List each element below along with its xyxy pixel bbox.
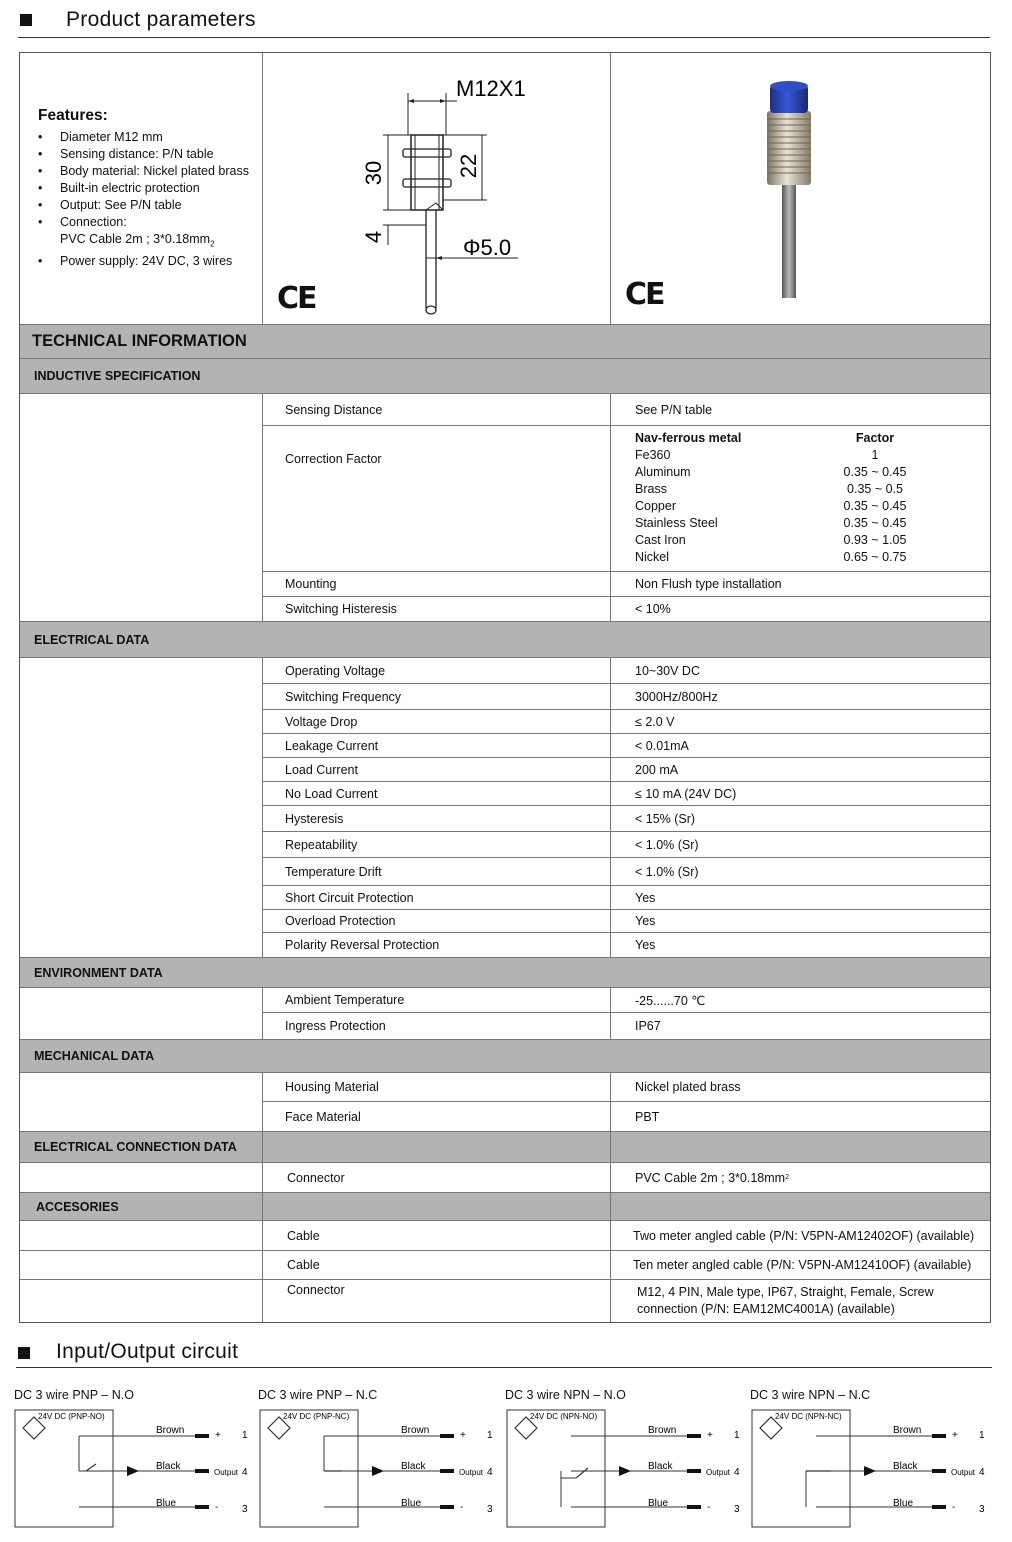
spec-value <box>611 1163 990 1192</box>
cf-metal: Cast Iron <box>635 533 686 547</box>
circuit-title: DC 3 wire PNP – N.O <box>14 1388 134 1402</box>
spec-key: Short Circuit Protection <box>263 886 611 909</box>
minus-label: - <box>460 1502 464 1513</box>
blue-terminal <box>687 1505 701 1509</box>
spec-row <box>263 1102 990 1131</box>
mechanical-data-group <box>20 1073 990 1132</box>
brown-terminal <box>440 1434 454 1438</box>
feature-item: • Diameter M12 mm <box>38 129 249 146</box>
pin-3-label: 3 <box>979 1504 985 1515</box>
feature-item: • Sensing distance: P/N table <box>38 146 249 163</box>
spec-key: Operating Voltage <box>263 658 611 683</box>
environment-data-group <box>20 988 990 1040</box>
circuit-title: DC 3 wire PNP – N.C <box>258 1388 378 1402</box>
section-title: Input/Output circuit <box>56 1340 239 1363</box>
spec-row <box>263 1163 990 1192</box>
output-arrow-icon <box>127 1466 139 1476</box>
dimension-drawing-cell <box>263 53 611 324</box>
spec-key: Temperature Drift <box>263 858 611 885</box>
circuit-diagram <box>506 1408 756 1530</box>
electrical-connection-group <box>20 1163 990 1193</box>
cf-factor: 0.35 ~ 0.45 <box>843 516 907 530</box>
output-label: Output <box>706 1468 731 1477</box>
spec-row <box>263 684 990 710</box>
spec-value: See P/N table <box>635 402 713 417</box>
sensor-box <box>507 1410 605 1527</box>
spec-row-correction-factor <box>263 426 990 572</box>
section-header-product-parameters <box>18 0 990 38</box>
spec-value: ≤ 2.0 V <box>635 714 675 729</box>
connection-sub: 2 <box>210 239 215 249</box>
inductive-spec-group <box>20 394 990 622</box>
product-photo-cell <box>611 53 990 324</box>
minus-label: - <box>952 1502 956 1513</box>
electrical-connection-band <box>20 1132 990 1163</box>
plus-label: + <box>707 1430 713 1441</box>
spec-value: ≤ 10 mA (24V DC) <box>635 786 737 801</box>
brown-terminal <box>687 1434 701 1438</box>
switch-contact <box>576 1468 588 1478</box>
connection-detail-text: PVC Cable 2m ; 3*0.18mm <box>60 232 211 246</box>
pin-1-label: 1 <box>734 1430 740 1441</box>
spec-key: Face Material <box>263 1102 611 1131</box>
black-label: Black <box>401 1461 426 1472</box>
sensor-box <box>15 1410 113 1527</box>
spec-value: 10~30V DC <box>635 663 700 678</box>
accessory-value <box>611 1280 990 1322</box>
cf-metal: Copper <box>635 499 676 513</box>
spec-row <box>263 933 990 957</box>
cf-factor: 0.35 ~ 0.45 <box>843 499 907 513</box>
cf-metal: Brass <box>635 482 667 496</box>
circuit-supply-label: 24V DC (NPN-NO) <box>530 1412 598 1421</box>
spec-table <box>19 52 991 1323</box>
spec-key: Sensing Distance <box>263 394 611 425</box>
electrical-data-band: ELECTRICAL DATA <box>20 622 990 658</box>
electrical-data-group <box>20 658 990 958</box>
black-terminal <box>932 1469 946 1473</box>
spec-row <box>263 572 990 597</box>
spec-row <box>263 734 990 758</box>
spec-row <box>263 710 990 734</box>
black-terminal <box>195 1469 209 1473</box>
spec-key: Leakage Current <box>263 734 611 757</box>
pin-1-label: 1 <box>242 1430 248 1441</box>
circuit-title: DC 3 wire NPN – N.C <box>750 1388 871 1402</box>
spec-value: IP67 <box>635 1019 661 1033</box>
spec-value: Nickel plated brass <box>635 1080 741 1094</box>
black-terminal <box>687 1469 701 1473</box>
cf-metal: Stainless Steel <box>635 516 718 530</box>
black-label: Black <box>893 1461 918 1472</box>
pin-4-label: 4 <box>979 1467 985 1478</box>
blue-label: Blue <box>401 1498 422 1509</box>
accessory-value-line: connection (P/N: EAM12MC4001A) (available) <box>637 1302 895 1316</box>
connector-sup: 2 <box>785 1174 789 1181</box>
pin-1-label: 1 <box>979 1430 985 1441</box>
spec-value: -25......70 ℃ <box>635 993 706 1008</box>
spec-row <box>263 988 990 1013</box>
pin-3-label: 3 <box>734 1504 740 1515</box>
spec-key: No Load Current <box>263 782 611 805</box>
spec-row <box>263 886 990 910</box>
spec-value: < 15% (Sr) <box>635 811 696 826</box>
output-arrow-icon <box>864 1466 876 1476</box>
accessory-row <box>20 1251 990 1280</box>
cf-metal: Nickel <box>635 550 670 564</box>
spec-row <box>263 910 990 933</box>
circuit-title: DC 3 wire NPN – N.O <box>505 1388 626 1402</box>
spec-key: Ambient Temperature <box>263 988 611 1012</box>
square-bullet-icon <box>18 1347 30 1359</box>
brown-label: Brown <box>893 1425 922 1436</box>
circuit-diagram <box>259 1408 509 1530</box>
black-label: Black <box>648 1461 673 1472</box>
cf-header-metal: Nav-ferrous metal <box>635 431 742 445</box>
pin-4-label: 4 <box>487 1467 493 1478</box>
output-label: Output <box>214 1468 239 1477</box>
accessory-key: Cable <box>263 1251 611 1279</box>
spec-value: < 0.01mA <box>635 738 689 753</box>
spec-key: Ingress Protection <box>263 1013 611 1039</box>
spec-row <box>263 658 990 684</box>
blue-label: Blue <box>893 1498 914 1509</box>
square-bullet-icon <box>20 14 32 26</box>
spec-value: 3000Hz/800Hz <box>635 689 718 704</box>
blue-terminal <box>195 1505 209 1509</box>
plus-label: + <box>215 1430 221 1441</box>
switch-contact <box>86 1464 96 1471</box>
spec-value: Non Flush type installation <box>635 577 782 591</box>
cf-header-factor: Factor <box>855 431 895 445</box>
sensor-box <box>752 1410 850 1527</box>
feature-item: • Output: See P/N table <box>38 197 249 214</box>
correction-factor-table <box>611 426 990 571</box>
black-terminal <box>440 1469 454 1473</box>
accessory-row <box>20 1221 990 1251</box>
spec-value: < 1.0% (Sr) <box>635 837 699 852</box>
brown-terminal <box>932 1434 946 1438</box>
spec-key: Voltage Drop <box>263 710 611 733</box>
accessory-row <box>20 1280 990 1322</box>
features-list <box>38 129 249 270</box>
accessories-band <box>20 1193 990 1221</box>
section-title: Product parameters <box>66 8 256 31</box>
circuit-diagram <box>751 1408 1001 1530</box>
output-label: Output <box>459 1468 484 1477</box>
spec-value: Yes <box>635 890 656 905</box>
accessories-title: ACCESORIES <box>20 1193 263 1220</box>
black-label: Black <box>156 1461 181 1472</box>
output-arrow-icon <box>372 1466 384 1476</box>
accessory-key: Cable <box>263 1221 611 1250</box>
brown-terminal <box>195 1434 209 1438</box>
spec-row <box>263 394 990 426</box>
spec-row <box>263 1073 990 1102</box>
features-title: Features: <box>38 107 108 124</box>
feature-connection-label: Connection: <box>60 215 127 229</box>
spec-key: Mounting <box>263 572 611 596</box>
cf-factor: 0.93 ~ 1.05 <box>843 533 907 547</box>
accessory-value: Two meter angled cable (P/N: V5PN-AM12402OF) (available) <box>633 1228 975 1243</box>
spec-key: Polarity Reversal Protection <box>263 933 611 957</box>
spec-row <box>263 832 990 858</box>
features-cell <box>20 53 263 324</box>
pin-3-label: 3 <box>487 1504 493 1515</box>
circuit-supply-label: 24V DC (NPN-NC) <box>775 1412 842 1421</box>
accessory-value: Ten meter angled cable (P/N: V5PN-AM12410OF) (available) <box>633 1258 972 1272</box>
spec-key: Switching Frequency <box>263 684 611 709</box>
plus-label: + <box>460 1430 466 1441</box>
cable-diameter-label: Φ5.0 <box>463 235 512 260</box>
sensor-box <box>260 1410 358 1527</box>
feature-connection-detail <box>60 231 249 253</box>
spec-row <box>263 806 990 832</box>
spec-row <box>263 597 990 621</box>
blue-label: Blue <box>156 1498 177 1509</box>
feature-item: • Built-in electric protection <box>38 180 249 197</box>
cf-factor: 1 <box>871 448 879 462</box>
output-label: Output <box>951 1468 976 1477</box>
output-arrow-icon <box>619 1466 631 1476</box>
section-header-io-circuit <box>16 1332 992 1368</box>
pin-4-label: 4 <box>734 1467 740 1478</box>
spec-value: PBT <box>635 1109 660 1124</box>
dim-22-label: 22 <box>456 153 481 179</box>
connector-value: PVC Cable 2m ; 3*0.18mm <box>635 1170 786 1185</box>
pin-3-label: 3 <box>242 1504 248 1515</box>
cf-metal: Fe360 <box>635 448 671 462</box>
blue-terminal <box>932 1505 946 1509</box>
ce-mark-icon: CE <box>277 281 316 316</box>
spec-row <box>263 782 990 806</box>
plus-label: + <box>952 1430 958 1441</box>
spec-key: Load Current <box>263 758 611 781</box>
spec-value: < 10% <box>635 602 671 616</box>
spec-key: Correction Factor <box>263 426 611 571</box>
pin-1-label: 1 <box>487 1430 493 1441</box>
brown-label: Brown <box>156 1425 185 1436</box>
spec-key: Overload Protection <box>263 910 611 932</box>
inductive-specification-band: INDUCTIVE SPECIFICATION <box>20 359 990 394</box>
brown-label: Brown <box>648 1425 677 1436</box>
spec-row <box>263 858 990 886</box>
feature-item: • Body material: Nickel plated brass <box>38 163 249 180</box>
circuit-supply-label: 24V DC (PNP-NC) <box>283 1412 350 1421</box>
pin-4-label: 4 <box>242 1467 248 1478</box>
spec-key: Connector <box>263 1163 611 1192</box>
ce-mark-icon: CE <box>625 277 664 312</box>
circuit-supply-label: 24V DC (PNP-NO) <box>38 1412 105 1421</box>
technical-information-band: TECHNICAL INFORMATION <box>20 325 990 359</box>
electrical-connection-title: ELECTRICAL CONNECTION DATA <box>20 1132 263 1162</box>
sensor-photo-illustration <box>611 53 991 325</box>
brown-label: Brown <box>401 1425 430 1436</box>
spec-value: 200 mA <box>635 762 679 777</box>
thread-label: M12X1 <box>456 76 526 101</box>
spec-value: Yes <box>635 914 656 928</box>
minus-label: - <box>215 1502 219 1513</box>
circuit-diagram <box>14 1408 264 1530</box>
feature-item <box>38 214 249 253</box>
cf-factor: 0.35 ~ 0.5 <box>847 482 903 496</box>
spec-key: Switching Histeresis <box>263 597 611 621</box>
blue-terminal <box>440 1505 454 1509</box>
cf-metal: Aluminum <box>635 465 691 479</box>
spec-key: Hysteresis <box>263 806 611 831</box>
spec-key: Housing Material <box>263 1073 611 1101</box>
spec-row <box>263 758 990 782</box>
product-overview-row <box>20 53 990 325</box>
spec-value: < 1.0% (Sr) <box>635 864 699 879</box>
feature-item: • Power supply: 24V DC, 3 wires <box>38 253 249 270</box>
minus-label: - <box>707 1502 711 1513</box>
environment-data-band: ENVIRONMENT DATA <box>20 958 990 988</box>
blue-label: Blue <box>648 1498 669 1509</box>
cf-factor: 0.65 ~ 0.75 <box>843 550 907 564</box>
mechanical-data-band: MECHANICAL DATA <box>20 1040 990 1073</box>
cf-factor: 0.35 ~ 0.45 <box>843 465 907 479</box>
spec-key: Repeatability <box>263 832 611 857</box>
dim-4-label: 4 <box>361 230 386 244</box>
spec-row <box>263 1013 990 1039</box>
dim-30-label: 30 <box>361 160 386 186</box>
spec-value: Yes <box>635 938 656 952</box>
accessory-key: Connector <box>263 1280 611 1322</box>
accessory-value-line: M12, 4 PIN, Male type, IP67, Straight, Female, Screw <box>637 1285 934 1299</box>
